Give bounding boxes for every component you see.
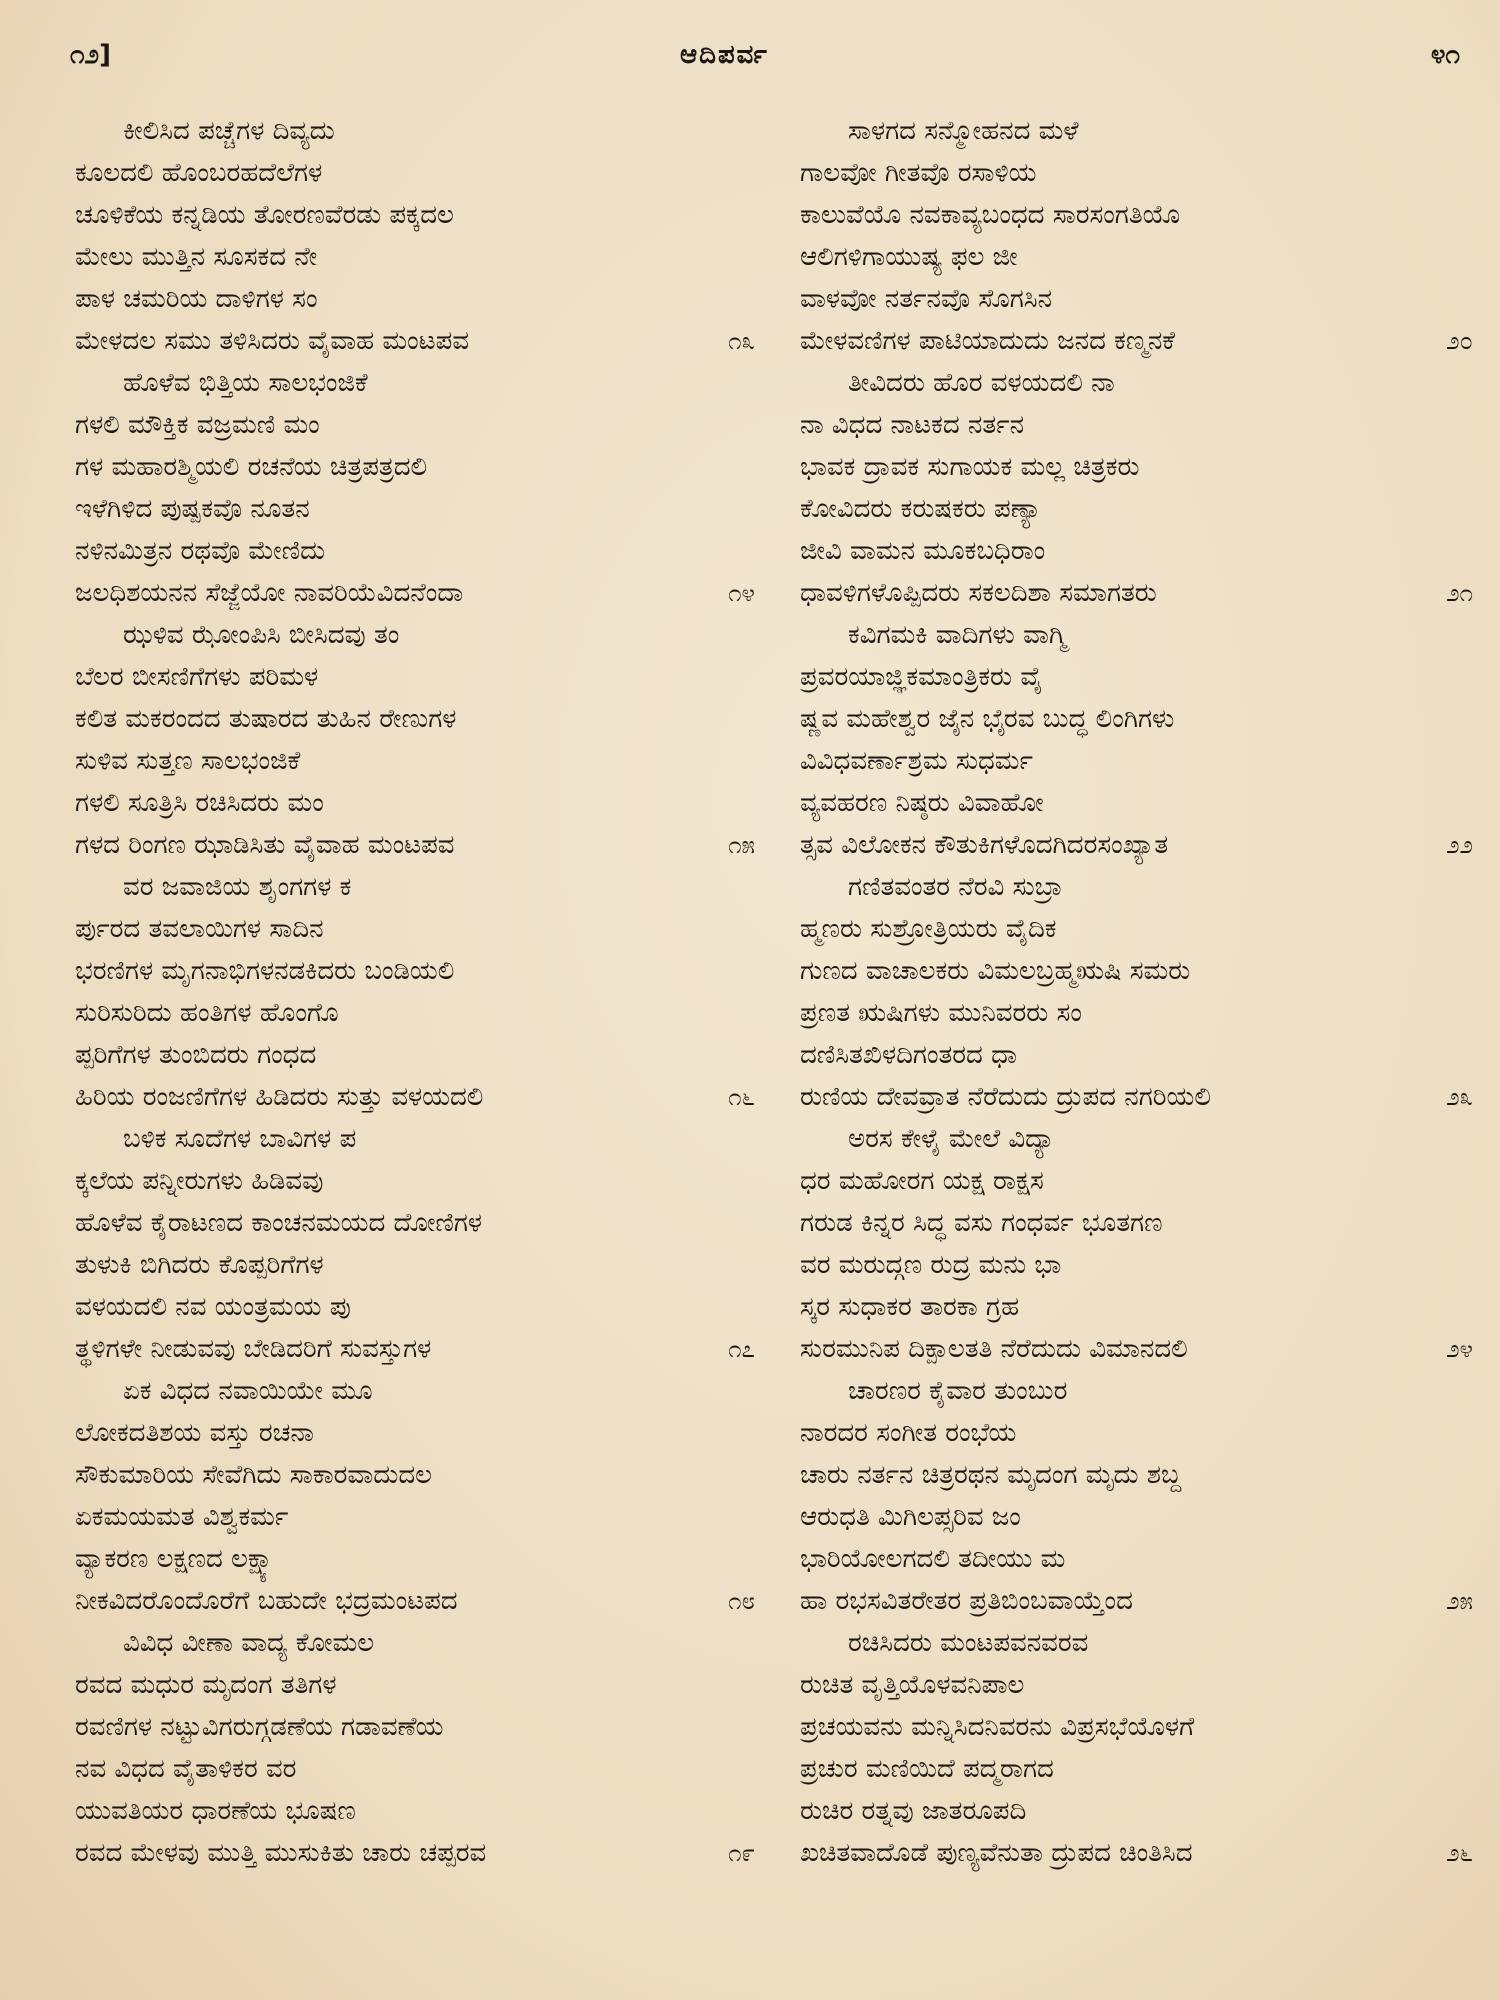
verse-line: ವಾಳವೋ ನರ್ತನವೊ ಸೊಗಸಿನ: [800, 284, 1053, 314]
verse-stanza: [75, 1370, 755, 1622]
verse-number: ೨೪: [1446, 1335, 1473, 1363]
verse-line: ಸ್ಕರ ಸುಧಾಕರ ತಾರಕಾ ಗ್ರಹ: [800, 1292, 1020, 1322]
verse-line: ಹೊಳೆವ ಕೈರಾಟಣದ ಕಾಂಚನಮಯದ ದೋಣಿಗಳ: [75, 1208, 483, 1238]
verse-line: ಮೇಲು ಮುತ್ತಿನ ಸೂಸಕದ ನೇ: [75, 242, 318, 272]
verse-number: ೧೯: [728, 1839, 755, 1867]
verse-stanza: [800, 1622, 1473, 1874]
verse-line: ನಳಿನಮಿತ್ರನ ರಥವೊ ಮೇಣಿದು: [75, 536, 326, 566]
verse-line: ವರ ಮರುದ್ಗಣ ರುದ್ರ ಮನು ಭಾ: [800, 1250, 1062, 1280]
left-column: [75, 110, 755, 1874]
verse-line: ಚೂಳಿಕೆಯ ಕನ್ನಡಿಯ ತೋರಣವೆರಡು ಪಕ್ಕದಲ: [75, 200, 454, 230]
verse-line: ತೀವಿದರು ಹೊರ ವಳಯದಲಿ ನಾ: [848, 368, 1115, 398]
verse-line: ತುಳುಕಿ ಬಿಗಿದರು ಕೊಪ್ಪರಿಗೆಗಳ: [75, 1250, 324, 1280]
verse-line: ಚಾರಣರ ಕೈವಾರ ತುಂಬುರ: [848, 1376, 1068, 1406]
verse-line: ಗಳದ ರಿಂಗಣ ಝಾಡಿಸಿತು ವೈವಾಹ ಮಂಟಪವ ೧೫: [75, 824, 735, 866]
verse-line: ಆಲಿಗಳಿಗಾಯುಷ್ಯ ಫಲ ಜೀ: [800, 242, 1018, 272]
verse-line: ಗರುಡ ಕಿನ್ನರ ಸಿದ್ಧ ವಸು ಗಂಧರ್ವ ಭೂತಗಣ: [800, 1208, 1163, 1238]
verse-line: ಕ್ಕಲೆಯ ಪನ್ನೀರುಗಳು ಹಿಡಿವವು: [75, 1166, 324, 1196]
verse-line: ಇಳೆಗಿಳಿದ ಪುಷ್ಪಕವೊ ನೂತನ: [75, 494, 310, 524]
verse-line: ಗಳ ಮಹಾರಶ್ಮಿಯಲಿ ರಚನೆಯ ಚಿತ್ರಪತ್ರದಲಿ: [75, 452, 428, 482]
verse-line: ಬಳಿಕ ಸೂದೆಗಳ ಬಾವಿಗಳ ಪ: [123, 1124, 357, 1154]
verse-line: ದಣಿಸಿತಖಿಳದಿಗಂತರದ ಧಾ: [800, 1040, 1018, 1070]
verse-line: ರುಣಿಯ ದೇವವ್ರಾತ ನೆರೆದುದು ದ್ರುಪದ ನಗರಿಯಲಿ ೨೩: [800, 1076, 1465, 1118]
verse-line: ನೀಕವಿದರೊಂದೊರೆಗೆ ಬಹುದೇ ಭದ್ರಮಂಟಪದ ೧೮: [75, 1580, 735, 1622]
verse-number: ೨೦: [1446, 327, 1473, 355]
verse-line: ಹಿರಿಯ ರಂಜಣಿಗೆಗಳ ಹಿಡಿದರು ಸುತ್ತು ವಳಯದಲಿ ೧೬: [75, 1076, 735, 1118]
verse-line: ತ್ಸವ ವಿಲೋಕನ ಕೌತುಕಿಗಳೊದಗಿದರಸಂಖ್ಯಾತ ೨೨: [800, 824, 1465, 866]
verse-line: ಪ್ರಣತ ಋಷಿಗಳು ಮುನಿವರರು ಸಂ: [800, 998, 1082, 1028]
verse-stanza: [800, 1370, 1473, 1622]
verse-line: ರವದ ಮಧುರ ಮೃದಂಗ ತತಿಗಳ: [75, 1670, 337, 1700]
verse-line: ನಾರದರ ಸಂಗೀತ ರಂಭೆಯ: [800, 1418, 1017, 1448]
verse-line: ಚಾರು ನರ್ತನ ಚಿತ್ರರಥನ ಮೃದಂಗ ಮೃದು ಶಬ್ದ: [800, 1460, 1181, 1490]
verse-line: ಯುವತಿಯರ ಧಾರಣೆಯ ಭೂಷಣ: [75, 1796, 356, 1826]
verse-line: ಗಳಲಿ ಸೂತ್ರಿಸಿ ರಚಿಸಿದರು ಮಂ: [75, 788, 324, 818]
verse-line: ಲೋಕದತಿಶಯ ವಸ್ತು ರಚನಾ: [75, 1418, 314, 1448]
verse-stanza: [75, 362, 755, 614]
verse-number: ೧೫: [728, 831, 755, 859]
verse-stanza: [800, 614, 1473, 866]
page-number: ೪೧: [1430, 40, 1460, 70]
verse-number: ೨೧: [1446, 579, 1473, 607]
verse-number: ೧೩: [728, 327, 755, 355]
verse-number: ೨೩: [1446, 1083, 1473, 1111]
verse-line: ಜೀವಿ ವಾಮನ ಮೂಕಬಧಿರಾಂ: [800, 536, 1046, 566]
verse-number: ೧೮: [728, 1587, 755, 1615]
verse-line: ಭಾವಕ ದ್ರಾವಕ ಸುಗಾಯಕ ಮಲ್ಲ ಚಿತ್ರಕರು: [800, 452, 1140, 482]
verse-line: ವ್ಯಾಕರಣ ಲಕ್ಷಣದ ಲಕ್ಷ್ಯಾ: [75, 1544, 278, 1574]
verse-line: ವಿವಿಧ ವೀಣಾ ವಾದ್ಯ ಕೋಮಲ: [123, 1628, 375, 1658]
running-title: ಆದಿಪರ್ವ: [680, 40, 769, 70]
verse-stanza: [800, 110, 1473, 362]
verse-line: ಷ್ಣವ ಮಹೇಶ್ವರ ಜೈನ ಭೈರವ ಬುದ್ಧ ಲಿಂಗಿಗಳು: [800, 704, 1175, 734]
verse-line: ರಚಿಸಿದರು ಮಂಟಪವನವರವ: [848, 1628, 1089, 1658]
verse-line: ಧರ ಮಹೋರಗ ಯಕ್ಷ ರಾಕ್ಷಸ: [800, 1166, 1044, 1196]
verse-line: ಕೂಲದಲಿ ಹೊಂಬರಹದೆಲೆಗಳ: [75, 158, 323, 188]
verse-line: ಕಾಲುವೆಯೊ ನವಕಾವ್ಯಬಂಧದ ಸಾರಸಂಗತಿಯೊ: [800, 200, 1181, 230]
verse-line: ಹೊಳೆವ ಭಿತ್ತಿಯ ಸಾಲಭಂಜಿಕೆ: [123, 368, 368, 398]
verse-line: ಭರಣಿಗಳ ಮೃಗನಾಭಿಗಳನಡಕಿದರು ಬಂಡಿಯಲಿ: [75, 956, 455, 986]
verse-line: ವ್ಯವಹರಣ ನಿಷ್ಠರು ವಿವಾಹೋ: [800, 788, 1044, 818]
verse-line: ರುಚಿರ ರತ್ನವು ಜಾತರೂಪದಿ: [800, 1796, 1027, 1826]
verse-line: ಗುಣದ ವಾಚಾಲಕರು ವಿಮಲಬ್ರಹ್ಮಋಷಿ ಸಮರು: [800, 956, 1191, 986]
verse-line: ಏಕ ವಿಧದ ನವಾಯಿಯೇ ಮೂ: [123, 1376, 373, 1406]
page-left-marker: ೧೨]: [70, 40, 112, 70]
right-column: [800, 110, 1473, 1874]
verse-line: ವಳಯದಲಿ ನವ ಯಂತ್ರಮಯ ಪು: [75, 1292, 351, 1322]
verse-line: ಹಾ ರಭಸವಿತರೇತರ ಪ್ರತಿಬಿಂಬವಾಯ್ತೆಂದ ೨೫: [800, 1580, 1465, 1622]
verse-line: ಕವಿಗಮಕಿ ವಾದಿಗಳು ವಾಗ್ಮಿ: [848, 620, 1067, 650]
verse-line: ಸಾಳಗದ ಸನ್ಮೋಹನದ ಮಳೆ: [848, 116, 1079, 146]
verse-stanza: [75, 614, 755, 866]
verse-line: ತ್ಥಳಿಗಳೇ ನೀಡುವವು ಬೇಡಿದರಿಗೆ ಸುವಸ್ತುಗಳ ೧೭: [75, 1328, 735, 1370]
verse-line: ಗಳಲಿ ಮೌಕ್ತಿಕ ವಜ್ರಮಣಿ ಮಂ: [75, 410, 320, 440]
verse-stanza: [75, 110, 755, 362]
verse-line: ಝಳಿವ ಝೋಂಪಿಸಿ ಬೀಸಿದವು ತಂ: [123, 620, 400, 650]
verse-stanza: [75, 866, 755, 1118]
verse-stanza: [800, 866, 1473, 1118]
verse-line: ಬೆಲರ ಬೀಸಣಿಗೆಗಳು ಪರಿಮಳ: [75, 662, 319, 692]
verse-line: ಗಣಿತವಂತರ ನೆರವಿ ಸುಬ್ರಾ: [848, 872, 1063, 902]
verse-stanza: [75, 1118, 755, 1370]
verse-line: ಪ್ರಚುರ ಮಣಿಯಿದೆ ಪದ್ಮರಾಗದ: [800, 1754, 1054, 1784]
verse-number: ೨೨: [1446, 831, 1473, 859]
verse-line: ಕೀಲಿಸಿದ ಪಚ್ಚೆಗಳ ದಿವ್ಯದು: [123, 116, 335, 146]
page-header: [70, 40, 1460, 80]
verse-number: ೧೪: [728, 579, 755, 607]
verse-line: ಏಕಮಯಮತ ವಿಶ್ವಕರ್ಮ: [75, 1502, 289, 1532]
verse-line: ಪಾಳ ಚಮರಿಯ ದಾಳಿಗಳ ಸಂ: [75, 284, 318, 314]
verse-line: ಕೋವಿದರು ಕರುಷಕರು ಪಣ್ಯಾ: [800, 494, 1042, 524]
verse-number: ೧೭: [728, 1335, 755, 1363]
verse-line: ಭಾರಿಯೋಲಗದಲಿ ತದೀಯು ಮ: [800, 1544, 1066, 1574]
verse-line: ಧಾವಳಿಗಳೊಪ್ಪಿದರು ಸಕಲದಿಶಾ ಸಮಾಗತರು ೨೧: [800, 572, 1465, 614]
verse-line: ಪ್ರವರಯಾಜ್ಞಿಕಮಾಂತ್ರಿಕರು ವೈ: [800, 662, 1043, 692]
verse-line: ಪ್ರಚಯವನು ಮನ್ನಿಸಿದನಿವರನು ವಿಪ್ರಸಭೆಯೊಳಗೆ: [800, 1712, 1195, 1742]
verse-line: ಸೌಕುಮಾರಿಯ ಸೇವೆಗಿದು ಸಾಕಾರವಾದುದಲ: [75, 1460, 432, 1490]
verse-line: ವಿವಿಧವರ್ಣಾಶ್ರಮ ಸುಧರ್ಮ: [800, 746, 1033, 776]
verse-number: ೧೬: [728, 1083, 755, 1111]
verse-line: ನವ ವಿಧದ ವೈತಾಳಿಕರ ವರ: [75, 1754, 297, 1784]
verse-line: ಖಚಿತವಾದೊಡೆ ಪುಣ್ಯವೆನುತಾ ದ್ರುಪದ ಚಿಂತಿಸಿದ ೨೬: [800, 1832, 1465, 1874]
verse-line: ಪ್ಪರಿಗೆಗಳ ತುಂಬಿದರು ಗಂಧದ: [75, 1040, 317, 1070]
verse-line: ಹ್ಮಣರು ಸುಶ್ರೋತ್ರಿಯರು ವೈದಿಕ: [800, 914, 1057, 944]
verse-line: ವರ ಜವಾಜಿಯ ಶೃಂಗಗಳ ಕ: [123, 872, 352, 902]
verse-stanza: [75, 1622, 755, 1874]
verse-stanza: [800, 1118, 1473, 1370]
verse-line: ಆರುಧತಿ ಮಿಗಿಲಪ್ಸರಿವ ಜಂ: [800, 1502, 1021, 1532]
verse-line: ಜಲಧಿಶಯನನ ಸೆಜ್ಜೆಯೋ ನಾವರಿಯೆವಿದನೆಂದಾ ೧೪: [75, 572, 735, 614]
verse-stanza: [800, 362, 1473, 614]
verse-line: ಸುಳಿವ ಸುತ್ತಣ ಸಾಲಭಂಜಿಕೆ: [75, 746, 301, 776]
verse-line: ರವಣಿಗಳ ನಟ್ಟುವಿಗರುಗ್ಗಡಣೆಯ ಗಡಾವಣೆಯ: [75, 1712, 444, 1742]
verse-line: ಸುರಿಸುರಿದು ಹಂತಿಗಳ ಹೊಂಗೊ: [75, 998, 339, 1028]
verse-number: ೨೬: [1446, 1839, 1473, 1867]
verse-line: ಸುರಮುನಿಪ ದಿಕ್ಪಾಲತತಿ ನೆರೆದುದು ವಿಮಾನದಲಿ ೨೪: [800, 1328, 1465, 1370]
verse-line: ನಾ ವಿಧದ ನಾಟಕದ ನರ್ತನ: [800, 410, 1025, 440]
verse-line: ರುಚಿತ ವೃತ್ತಿಯೊಳವನಿಪಾಲ: [800, 1670, 1025, 1700]
verse-line: ಮೇಳದಲ ಸಮು ತಳಿಸಿದರು ವೈವಾಹ ಮಂಟಪವ ೧೩: [75, 320, 735, 362]
verse-line: ಗಾಲವೋ ಗೀತವೊ ರಸಾಳಿಯ: [800, 158, 1037, 188]
verse-line: ಕಲಿತ ಮಕರಂದದ ತುಷಾರದ ತುಹಿನ ರೇಣುಗಳ: [75, 704, 457, 734]
verse-line: ಅರಸ ಕೇಳೈ ಮೇಲೆ ವಿದ್ಯಾ: [848, 1124, 1055, 1154]
verse-number: ೨೫: [1446, 1587, 1473, 1615]
verse-line: ರ್ಪುರದ ತವಲಾಯಿಗಳ ಸಾದಿನ: [75, 914, 324, 944]
verse-line: ರವದ ಮೇಳವು ಮುತ್ತಿ ಮುಸುಕಿತು ಚಾರು ಚಪ್ಪರವ ೧೯: [75, 1832, 735, 1874]
verse-line: ಮೇಳವಣಿಗಳ ಪಾಟಿಯಾದುದು ಜನದ ಕಣ್ಮನಕೆ ೨೦: [800, 320, 1465, 362]
